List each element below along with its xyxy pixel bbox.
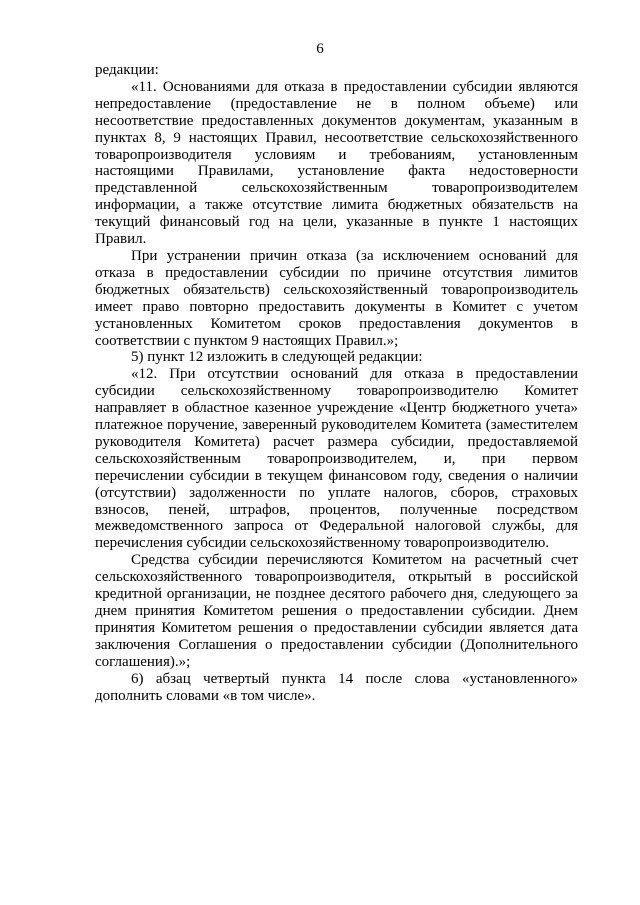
paragraph-amendment-5: 5) пункт 12 изложить в следующей редакции:: [131, 349, 423, 366]
paragraph-refusal-remedy: При устранении причин отказа (за исключением оснований для отказа в предоставлении субсидии по причине отсутствия лимитов бюджетных обязательств) сельскохозяйственный товаропроизводитель имеет право повторно предоставить документы в Комитет с учетом установленных Комитетом сроков предоставления документов в соответствии с пунктом 9 настоящих Правил.»;: [95, 247, 578, 349]
paragraph-item-12: «12. При отсутствии оснований для отказа в предоставлении субсидии сельскохозяйственному товаропроизводителю Комитет направляет в областное казенное учреждение «Центр бюджетного учета» платежное поручение, заверенный руководителем Комитета (заместителем руководителя Комитета) расчет размера субсидии, предоставляемой сельскохозяйственным товаропроизводителем, и, при первом перечислении субсидии в текущем финансовом году, сведения о наличии (отсутствии) задолженности по уплате налогов, сборов, страховых взносов, пеней, штрафов, процентов, полученные посредством межведомственного запроса от Федеральной налоговой службы, для перечисления субсидии сельскохозяйственному товаропроизводителю.: [95, 366, 578, 552]
paragraph-amendment-6: 6) абзац четвертый пункта 14 после слова «установленного» дополнить словами «в том числе».: [95, 670, 578, 704]
paragraph-continuation: редакции:: [95, 62, 159, 78]
document-body: [95, 62, 578, 704]
paragraph-item-11: «11. Основаниями для отказа в предоставлении субсидии являются непредоставление (предоставление не в полном объеме) или несоответствие предоставленных документов документам, указанным в пунктах 8, 9 настоящих Правил, несоответствие сельскохозяйственного товаропроизводителя условиям и требованиям, установленным настоящими Правилами, установление факта недостоверности представленной сельскохозяйственным товаропроизводителем информации, а также отсутствие лимита бюджетных обязательств на текущий финансовый год на цели, указанные в пункте 1 настоящих Правил.: [95, 78, 578, 248]
paragraph-funds-transfer: Средства субсидии перечисляются Комитетом на расчетный счет сельскохозяйственного товаропроизводителя, открытый в российской кредитной организации, не позднее десятого рабочего дня, следующего за днем принятия Комитетом решения о предоставлении субсидии. Днем принятия Комитетом решения о предоставлении субсидии является дата заключения Соглашения о предоставлении субсидии (Дополнительного соглашения).»;: [95, 552, 578, 670]
page-number: 6: [316, 41, 324, 57]
